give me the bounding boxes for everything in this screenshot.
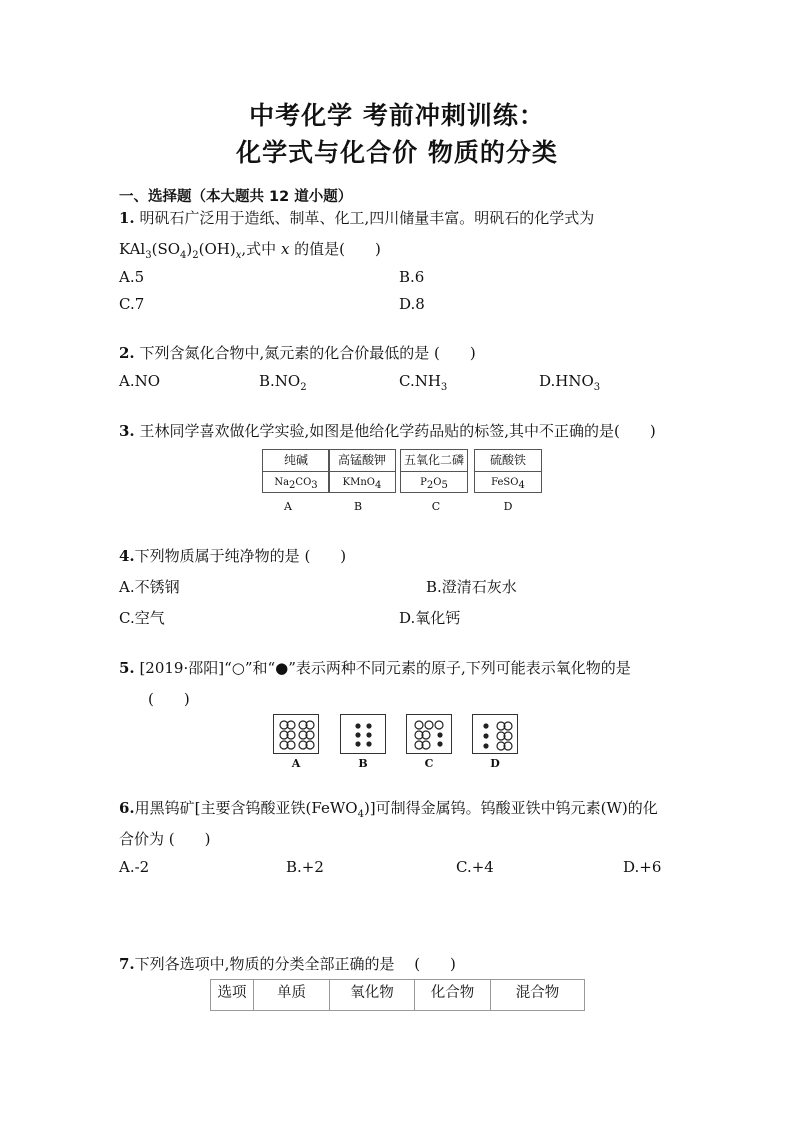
chemical-label-a [262,449,330,493]
question-6-line2: 合价为 ( ) [119,830,211,848]
option-b[interactable]: B.6 [399,268,425,286]
question-5-text: [2019·邵阳]“○”和“●”表示两种不同元素的原子,下列可能表示氧化物的是 [134,659,631,677]
question-4-number: 4. [119,547,135,565]
formula-part: (OH) [198,240,236,258]
table-header-cell: 混合物 [491,980,585,1011]
option-d[interactable]: D.+6 [623,858,662,876]
option-a[interactable]: A.不锈钢 [119,578,180,596]
label-name: 纯碱 [263,450,329,472]
option-c[interactable] [399,372,448,393]
question-2-text: 下列含氮化合物中,氮元素的化合价最低的是 ( ) [134,344,476,362]
label-formula: KMnO$_4$ [342,477,382,491]
table-header-row [211,980,585,1011]
option-d[interactable]: D.氧化钙 [399,609,461,627]
molecule-caption-b: B [358,757,368,770]
question-6-text: )]可制得金属钨。钨酸亚铁中钨元素(W)的化 [363,799,658,817]
variable-x: x [280,240,290,258]
question-2-number: 2. [119,344,135,362]
chemical-label-d [474,449,542,493]
label-name: 五氧化二磷 [401,450,467,472]
question-2 [119,342,476,363]
question-1-text2: ,式中 [241,240,281,258]
label-caption-a: A [284,500,292,513]
label-caption-d: D [503,500,513,513]
option-text: A.NO [119,372,161,390]
option-subscript: 3 [440,382,448,393]
option-c[interactable]: C.+4 [456,858,494,876]
question-6-line1 [119,797,658,818]
question-1-text: 明矾石广泛用于造纸、制革、化工,四川储量丰富。明矾石的化学式为 [134,209,595,227]
option-d[interactable] [539,372,601,393]
option-b[interactable]: B.澄清石灰水 [426,578,517,596]
question-1-number: 1. [119,209,135,227]
question-5-number: 5. [119,659,135,677]
option-d[interactable]: D.8 [399,295,425,313]
molecule-diagram-a [273,714,319,754]
formula-subscript: 4 [180,250,187,261]
molecule-caption-d: D [490,757,500,770]
question-4 [119,545,346,566]
question-3 [119,420,656,441]
label-caption-c: C [431,500,441,513]
label-formula: FeSO$_4$ [491,477,525,491]
chemical-label-c [400,449,468,493]
molecule-caption-a: A [291,757,301,770]
label-name: 硫酸铁 [475,450,541,472]
question-7-text: 下列各选项中,物质的分类全部正确的是 ( ) [134,955,456,973]
label-name: 高锰酸钾 [329,450,395,472]
label-caption-b: B [353,500,363,513]
table-header-cell: 单质 [254,980,330,1011]
label-formula: $P_2O_5$ [420,477,448,491]
molecule-diagram-c [406,714,452,754]
option-text: D.HNO [539,372,594,390]
formula-subscript: 3 [145,250,152,261]
molecule-caption-c: C [424,757,434,770]
option-b[interactable] [259,372,307,393]
section-heading: 一、选择题（本大题共 12 道小题） [119,189,353,205]
page-title-line1: 中考化学 考前冲刺训练： [249,101,545,130]
formula-subscript: x [235,250,242,261]
question-7 [119,953,456,974]
question-6-text: 用黑钨矿[主要含钨酸亚铁(FeWO [134,799,358,817]
formula-part: ) [186,240,193,258]
formula-subscript: 4 [357,809,364,820]
formula-subscript: 2 [192,250,199,261]
formula-part: (SO [151,240,181,258]
option-text: B.NO [259,372,301,390]
chemical-label-b [328,449,396,493]
formula-part: KAl [119,240,146,258]
option-c[interactable]: C.空气 [119,609,165,627]
question-7-number: 7. [119,955,135,973]
table-header-cell: 选项 [211,980,254,1011]
classification-table [210,979,585,1011]
question-3-text: 王林同学喜欢做化学实验,如图是他给化学药品贴的标签,其中不正确的是( ) [134,422,656,440]
question-6-number: 6. [119,799,135,817]
label-formula: $Na_2CO_3$ [274,477,318,491]
question-1-line1 [119,207,594,228]
table-header-cell: 氧化物 [330,980,415,1011]
page-title-line2: 化学式与化合价 物质的分类 [236,138,558,167]
molecule-diagram-d [472,714,518,754]
question-4-text: 下列物质属于纯净物的是 ( ) [134,547,347,565]
question-5-paren: ( ) [148,690,190,708]
option-a[interactable]: A.-2 [119,858,150,876]
question-5 [119,657,631,678]
question-1-text3: 的值是( ) [289,240,381,258]
option-subscript: 2 [300,382,307,393]
option-c[interactable]: C.7 [119,295,145,313]
option-subscript: 3 [593,382,601,393]
option-text: C.NH [399,372,441,390]
molecule-diagram-b [340,714,386,754]
option-a[interactable] [119,372,160,390]
question-3-number: 3. [119,422,135,440]
option-b[interactable]: B.+2 [286,858,324,876]
option-a[interactable]: A.5 [119,268,145,286]
table-header-cell: 化合物 [415,980,491,1011]
question-1-line2 [119,238,381,259]
